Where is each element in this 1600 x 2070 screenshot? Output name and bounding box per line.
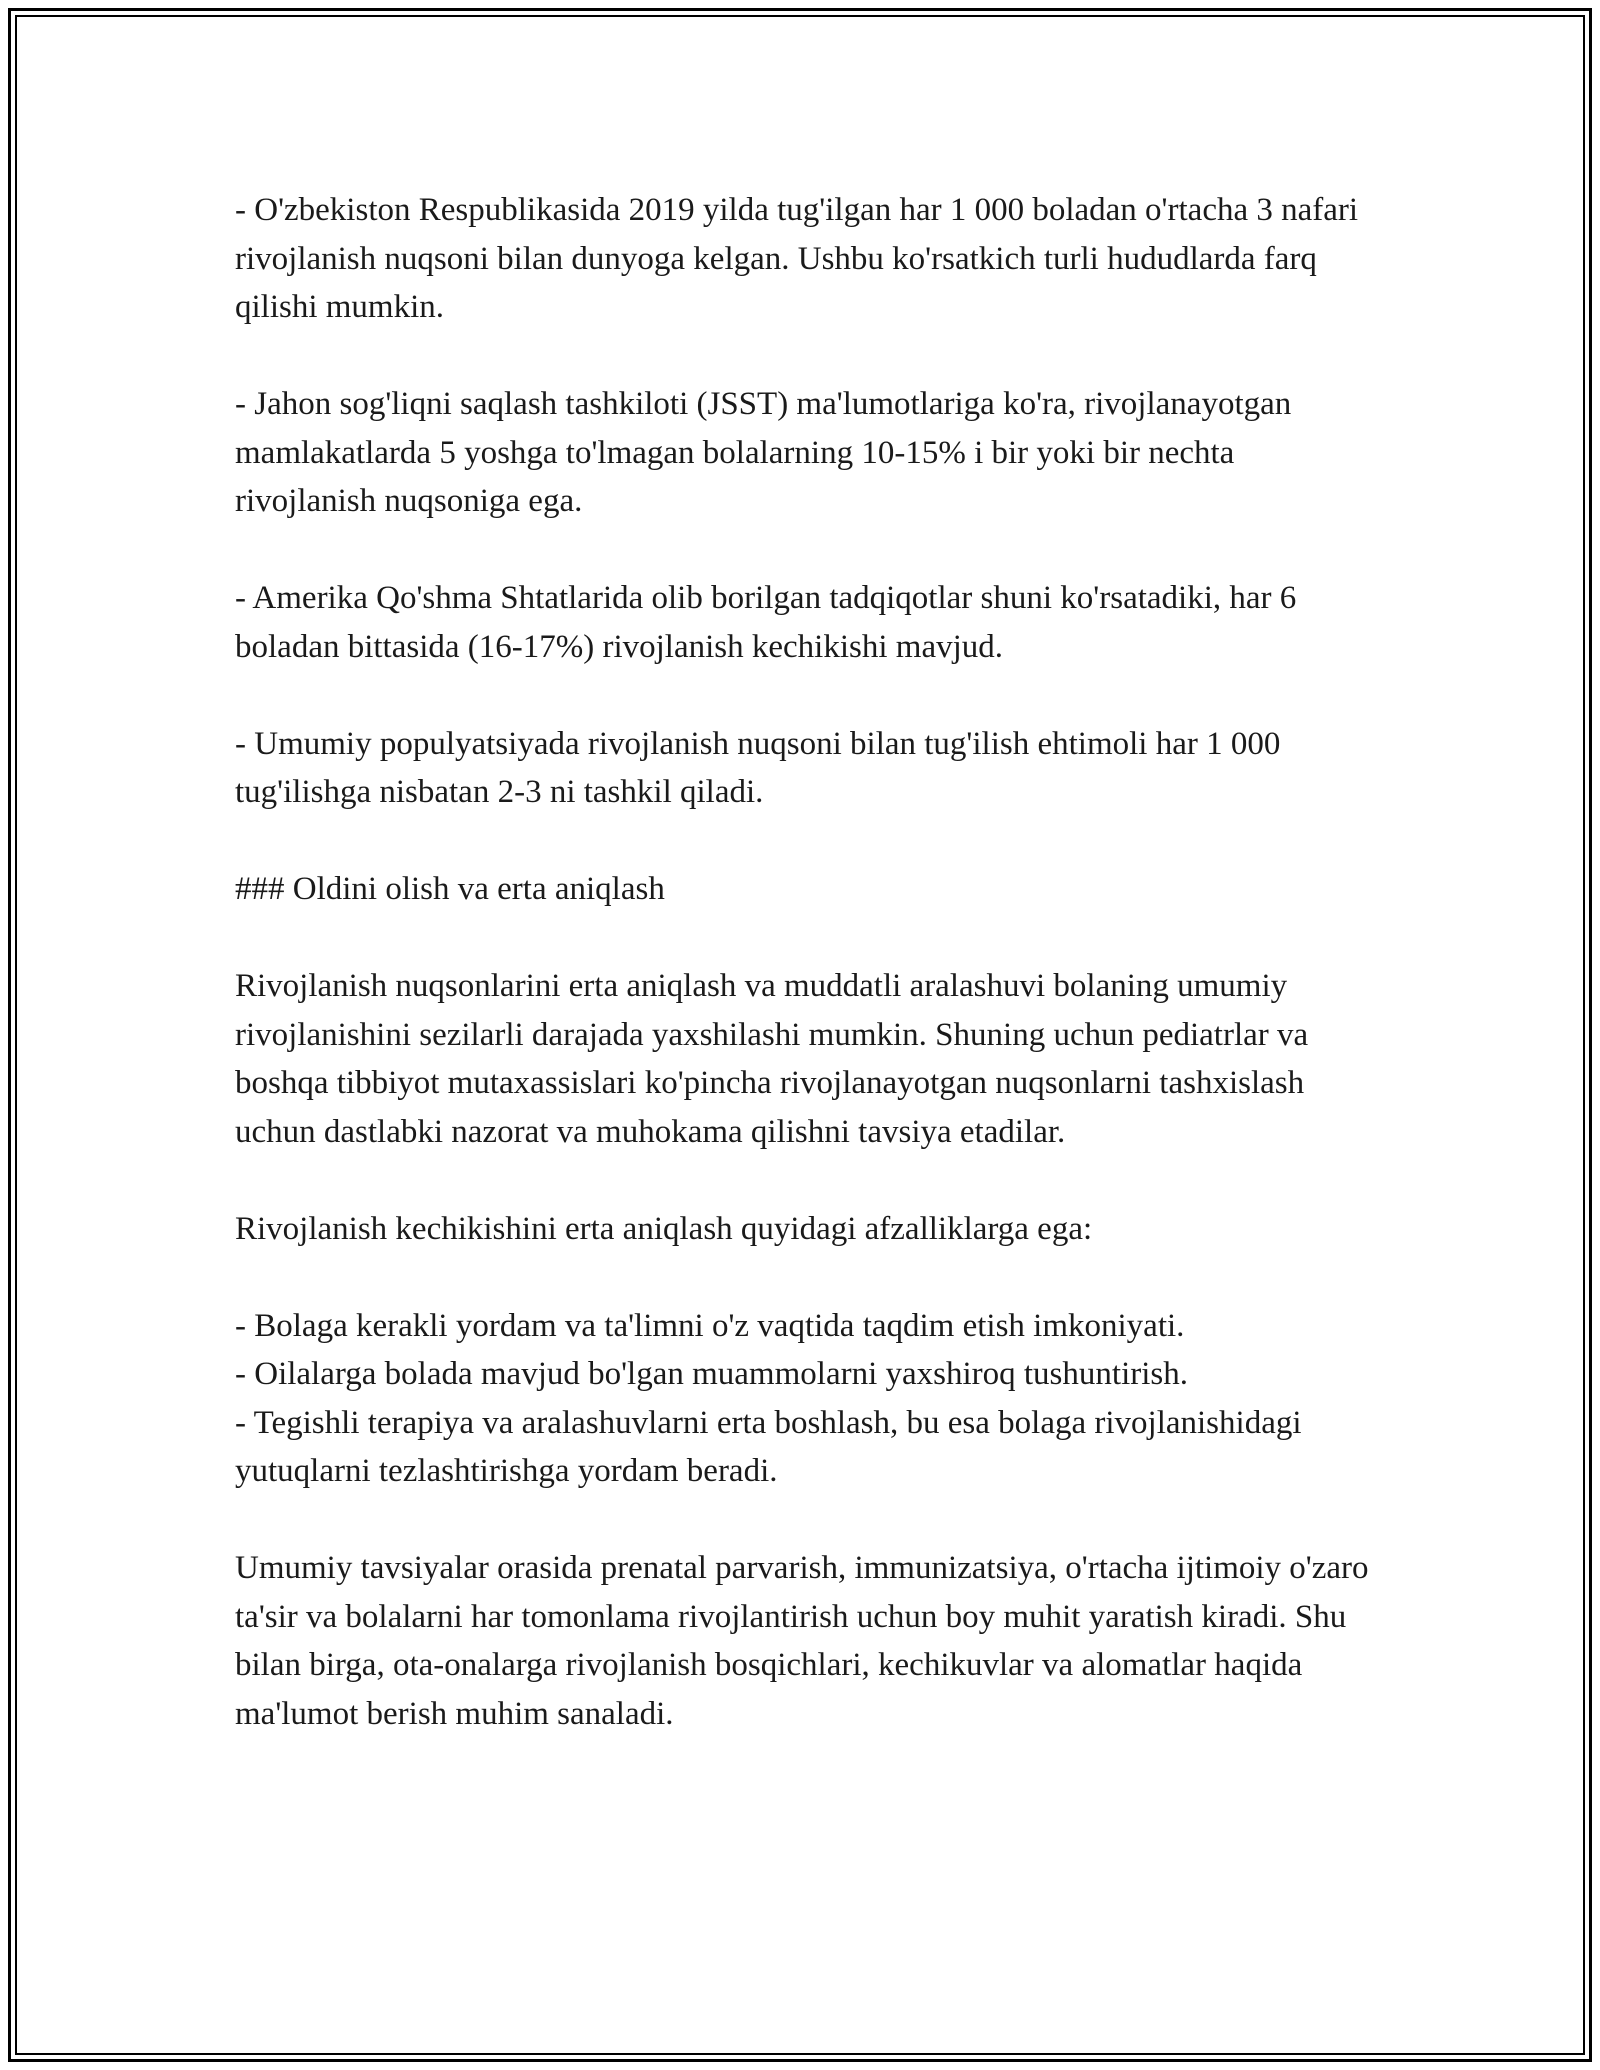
body-paragraph: Umumiy tavsiyalar orasida prenatal parvarish, immunizatsiya, o'rtacha ijtimoiy o'zaro ta'sir va bolalarni har tomonlama rivojlantirish uchun boy muhit yaratish kiradi. Shu bilan birga, ota-onalarga rivojlanish bosqichlari, kechikuvlar va alomatlar haqida ma'lumot berish muhim sanaladi. <box>235 1550 1369 1732</box>
stat-paragraph: - Umumiy populyatsiyada rivojlanish nuqsoni bilan tug'ilish ehtimoli har 1 000 tug'ilishga nisbatan 2-3 ni tashkil qiladi. <box>235 725 1281 810</box>
benefit-list-item: - Oilalarga bolada mavjud bo'lgan muammolarni yaxshiroq tushuntirish. <box>235 1356 1188 1392</box>
body-paragraph: Rivojlanish nuqsonlarini erta aniqlash va muddatli aralashuvi bolaning umumiy rivojlanishini sezilarli darajada yaxshilashi mumkin. Shuning uchun pediatrlar va boshqa tibbiyot mutaxassislari ko'pincha rivojlanayotgan nuqsonlarni tashxislash uchun dastlabki nazorat va muhokama qilishni tavsiya etadilar. <box>235 968 1309 1150</box>
document-body <box>235 186 1375 1787</box>
stat-paragraph: - O'zbekiston Respublikasida 2019 yilda tug'ilgan har 1 000 boladan o'rtacha 3 nafari rivojlanish nuqsoni bilan dunyoga kelgan. Ushbu ko'rsatkich turli hududlarda farq qilishi mumkin. <box>235 192 1359 325</box>
stat-paragraph: - Jahon sog'liqni saqlash tashkiloti (JSST) ma'lumotlariga ko'ra, rivojlanayotgan mamlakatlarda 5 yoshga to'lmagan bolalarning 10-15% i bir yoki bir nechta rivojlanish nuqsoniga ega. <box>235 386 1292 519</box>
benefit-list-item: - Bolaga kerakli yordam va ta'limni o'z vaqtida taqdim etish imkoniyati. <box>235 1307 1185 1344</box>
benefit-list-item: - Tegishli terapiya va aralashuvlarni erta boshlash, bu esa bolaga rivojlanishidagi yutuqlarni tezlashtirishga yordam beradi. <box>235 1404 1302 1489</box>
stat-paragraph: - Amerika Qo'shma Shtatlarida olib borilgan tadqiqotlar shuni ko'rsatadiki, har 6 boladan bittasida (16-17%) rivojlanish kechikishi mavjud. <box>235 580 1297 665</box>
section-heading: ### Oldini olish va erta aniqlash <box>235 871 665 907</box>
body-paragraph: Rivojlanish kechikishini erta aniqlash quyidagi afzalliklarga ega: <box>235 1210 1093 1247</box>
